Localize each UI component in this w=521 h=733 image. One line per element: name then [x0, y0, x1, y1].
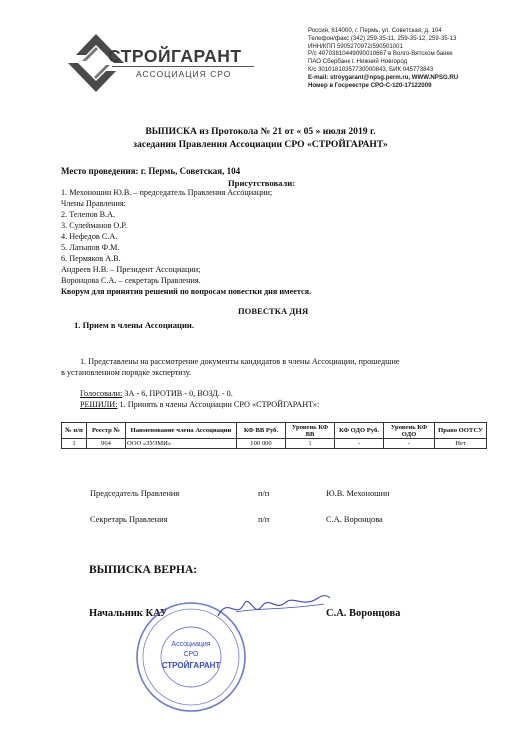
col-header-name: Наименование члена Ассоциации: [126, 423, 237, 439]
logo-name: СТРОЙГАРАНТ: [108, 46, 242, 66]
secretary-pp: п/п: [258, 515, 270, 524]
present-heading: Присутствовали:: [228, 178, 296, 188]
document-subtitle: заседания Правления Ассоциации СРО «СТРОЙГАРАНТ»: [133, 139, 388, 150]
stamp-line2: СРО: [183, 651, 199, 658]
logo-subtitle: АССОЦИАЦИЯ СРО: [136, 69, 232, 79]
vote-label: Голосовали:: [80, 389, 123, 398]
col-header-ootsu: Право ООТСУ: [435, 423, 487, 439]
quorum-statement: Кворум для принятия решений по вопросам повестки дня имеется.: [61, 287, 312, 296]
agenda-heading: ПОВЕСТКА ДНЯ: [238, 306, 309, 316]
attendee-line: 4. Нефедов С.А.: [61, 232, 118, 241]
col-header-number: № п/п: [62, 423, 87, 439]
logo-divider: [112, 66, 254, 67]
cell-kf-odo: -: [335, 439, 384, 448]
attendee-line: 2. Телепов В.А.: [61, 210, 116, 219]
contact-email: E-mail: stroygarant@npsg.perm.ru, WWW.NPSG.RU: [308, 73, 459, 81]
col-header-kf-vv: КФ ВВ Руб.: [237, 423, 286, 439]
agenda-item: 1. Прием в члены Ассоциации.: [74, 320, 195, 330]
chairman-pp: п/п: [258, 489, 270, 498]
contact-phone: Телефон/факс (342) 259-35-11, 259-35-12, 259-35-13: [308, 34, 457, 42]
cell-number: 1: [62, 439, 87, 448]
chairman-role: Председатель Правления: [90, 489, 180, 498]
contact-account: Р/с 40703810449090010667 в Волго-Вятском банке: [308, 50, 453, 58]
attendee-line: 6. Пермяков А.В.: [61, 254, 121, 263]
decision-line: [80, 400, 319, 409]
col-header-level-kf-odo: Уровень КФ ОДО: [384, 423, 435, 439]
attendee-line: Андреев Н.В. – Президент Ассоциации;: [61, 265, 201, 274]
document-title: ВЫПИСКА из Протокола № 21 от « 05 » июля 2019 г.: [145, 126, 376, 137]
col-header-level-kf-vv: Уровень КФ ВВ: [286, 423, 335, 439]
attendee-line: 5. Латыпов Ф.М.: [61, 243, 120, 252]
secretary-name: С.А. Воронцова: [326, 515, 383, 524]
table-row: [62, 439, 487, 448]
table-header-row: [62, 423, 487, 439]
col-header-kf-odo: КФ ОДО Руб.: [335, 423, 384, 439]
stamp-line3: СТРОЙГАРАНТ: [161, 661, 221, 670]
cell-level-kf-odo: -: [384, 439, 435, 448]
attendee-line: 3. Сулейманов О.Р.: [61, 221, 127, 230]
attendee-line: Члены Правления:: [61, 199, 126, 208]
cell-ootsu: Нет: [435, 439, 487, 448]
paragraph-line: в установленном порядке экспертизу.: [61, 368, 192, 377]
vote-line: [80, 389, 233, 398]
contact-bank: ПАО Сбербанк г. Нижний Новгород: [308, 58, 408, 66]
certified-heading: ВЫПИСКА ВЕРНА:: [89, 564, 198, 576]
contact-registry: Номер в Госреестре СРО-С-120-17122009: [308, 81, 432, 89]
paragraph-line: 1. Представлены на рассмотрение документы кандидатов в члены Ассоциации, прошедшие: [80, 357, 400, 366]
venue: Место проведения: г. Пермь, Советская, 104: [61, 166, 241, 176]
stamp-line1: Ассоциация: [171, 641, 211, 648]
head-name: С.А. Воронцова: [326, 608, 401, 619]
chairman-name: Ю.В. Мехоношин: [326, 489, 390, 498]
decision-label: РЕШИЛИ:: [80, 400, 118, 409]
decision-text: 1. Принять в члены Ассоциации СРО «СТРОЙГАРАНТ»:: [117, 400, 320, 409]
head-role: Начальник КАУ: [89, 608, 168, 619]
contact-corr-account: К/с 30101810357730000843, БИК 045773843: [308, 65, 434, 73]
vote-result: ЗА - 6, ПРОТИВ - 0, ВОЗД. - 0.: [122, 389, 233, 398]
cell-level-kf-vv: 1: [286, 439, 335, 448]
secretary-role: Секретарь Правления: [90, 515, 168, 524]
attendee-line: 1. Мехоношин Ю.В. – председатель Правления Ассоциации;: [61, 188, 273, 197]
contact-block: [308, 27, 513, 89]
organization-stamp-icon: [134, 600, 248, 714]
contact-inn: ИНН/КПП 5905270972/590501001: [308, 42, 403, 50]
cell-kf-vv: 100 000: [237, 439, 286, 448]
cell-registry: 964: [87, 439, 126, 448]
cell-name: ООО «ЗУЗМИ»: [126, 439, 237, 448]
attendee-line: Воронцова С.А. – секретарь Правления.: [61, 276, 201, 285]
contact-address: Россия, 614000, г. Пермь, ул. Советская, д. 104: [308, 27, 442, 34]
col-header-registry: Реестр №: [87, 423, 126, 439]
members-table: [61, 422, 487, 449]
